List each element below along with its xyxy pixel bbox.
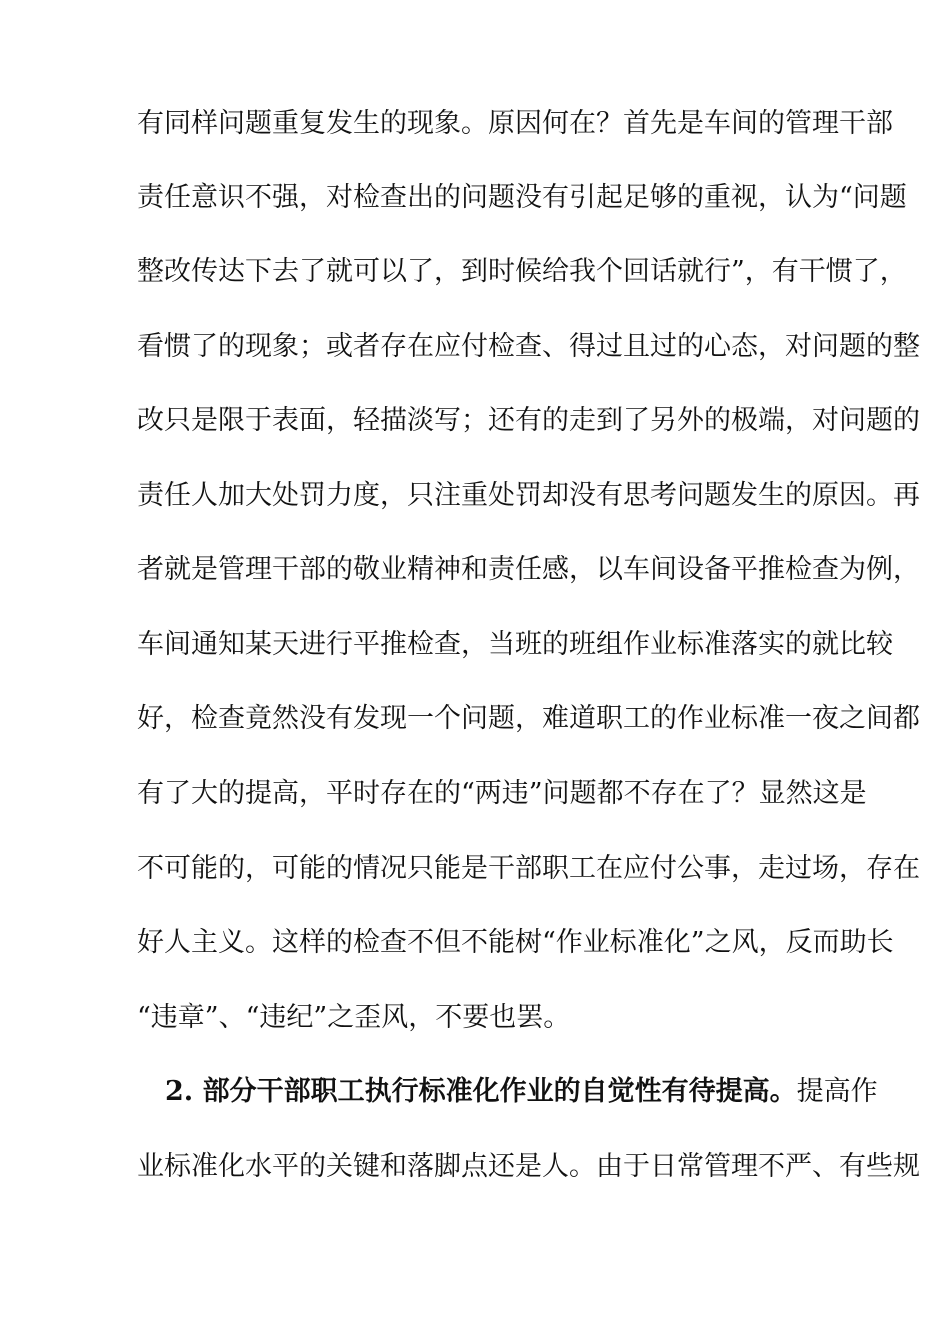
section-2-heading: 2. 部分干部职工执行标准化作业的自觉性有待提高。 (165, 1076, 797, 1107)
paragraph-line-6: 责任人加大处罚力度，只注重处罚却没有思考问题发生的原因。再 (137, 480, 920, 511)
paragraph-line-13: “违章”、“违纪”之歪风，不要也罢。 (137, 1002, 571, 1033)
paragraph-line-10: 有了大的提高，平时存在的“两违”问题都不存在了？显然这是 (137, 778, 867, 809)
paragraph-line-2: 责任意识不强，对检查出的问题没有引起足够的重视，认为“问题 (137, 182, 907, 213)
paragraph-line-7: 者就是管理干部的敬业精神和责任感，以车间设备平推检查为例， (137, 554, 920, 585)
paragraph-line-9: 好，检查竟然没有发现一个问题，难道职工的作业标准一夜之间都 (137, 703, 920, 734)
paragraph-line-3: 整改传达下去了就可以了，到时候给我个回话就行”，有干惯了， (137, 256, 907, 287)
paragraph-line-11: 不可能的，可能的情况只能是干部职工在应付公事，走过场，存在 (137, 853, 920, 884)
paragraph-line-12: 好人主义。这样的检查不但不能树“作业标准化”之风，反而助长 (137, 927, 894, 958)
paragraph-line-8: 车间通知某天进行平推检查，当班的班组作业标准落实的就比较 (137, 629, 893, 660)
section-2-heading-line (165, 1072, 878, 1112)
paragraph-line-4: 看惯了的现象；或者存在应付检查、得过且过的心态，对问题的整 (137, 331, 920, 362)
section-2-heading-tail: 提高作 (796, 1076, 878, 1107)
paragraph-line-5: 改只是限于表面，轻描淡写；还有的走到了另外的极端，对问题的 (137, 405, 920, 436)
section-2-line-2: 业标准化水平的关键和落脚点还是人。由于日常管理不严、有些规 (137, 1151, 920, 1182)
paragraph-line-1: 有同样问题重复发生的现象。原因何在？首先是车间的管理干部 (137, 108, 893, 139)
